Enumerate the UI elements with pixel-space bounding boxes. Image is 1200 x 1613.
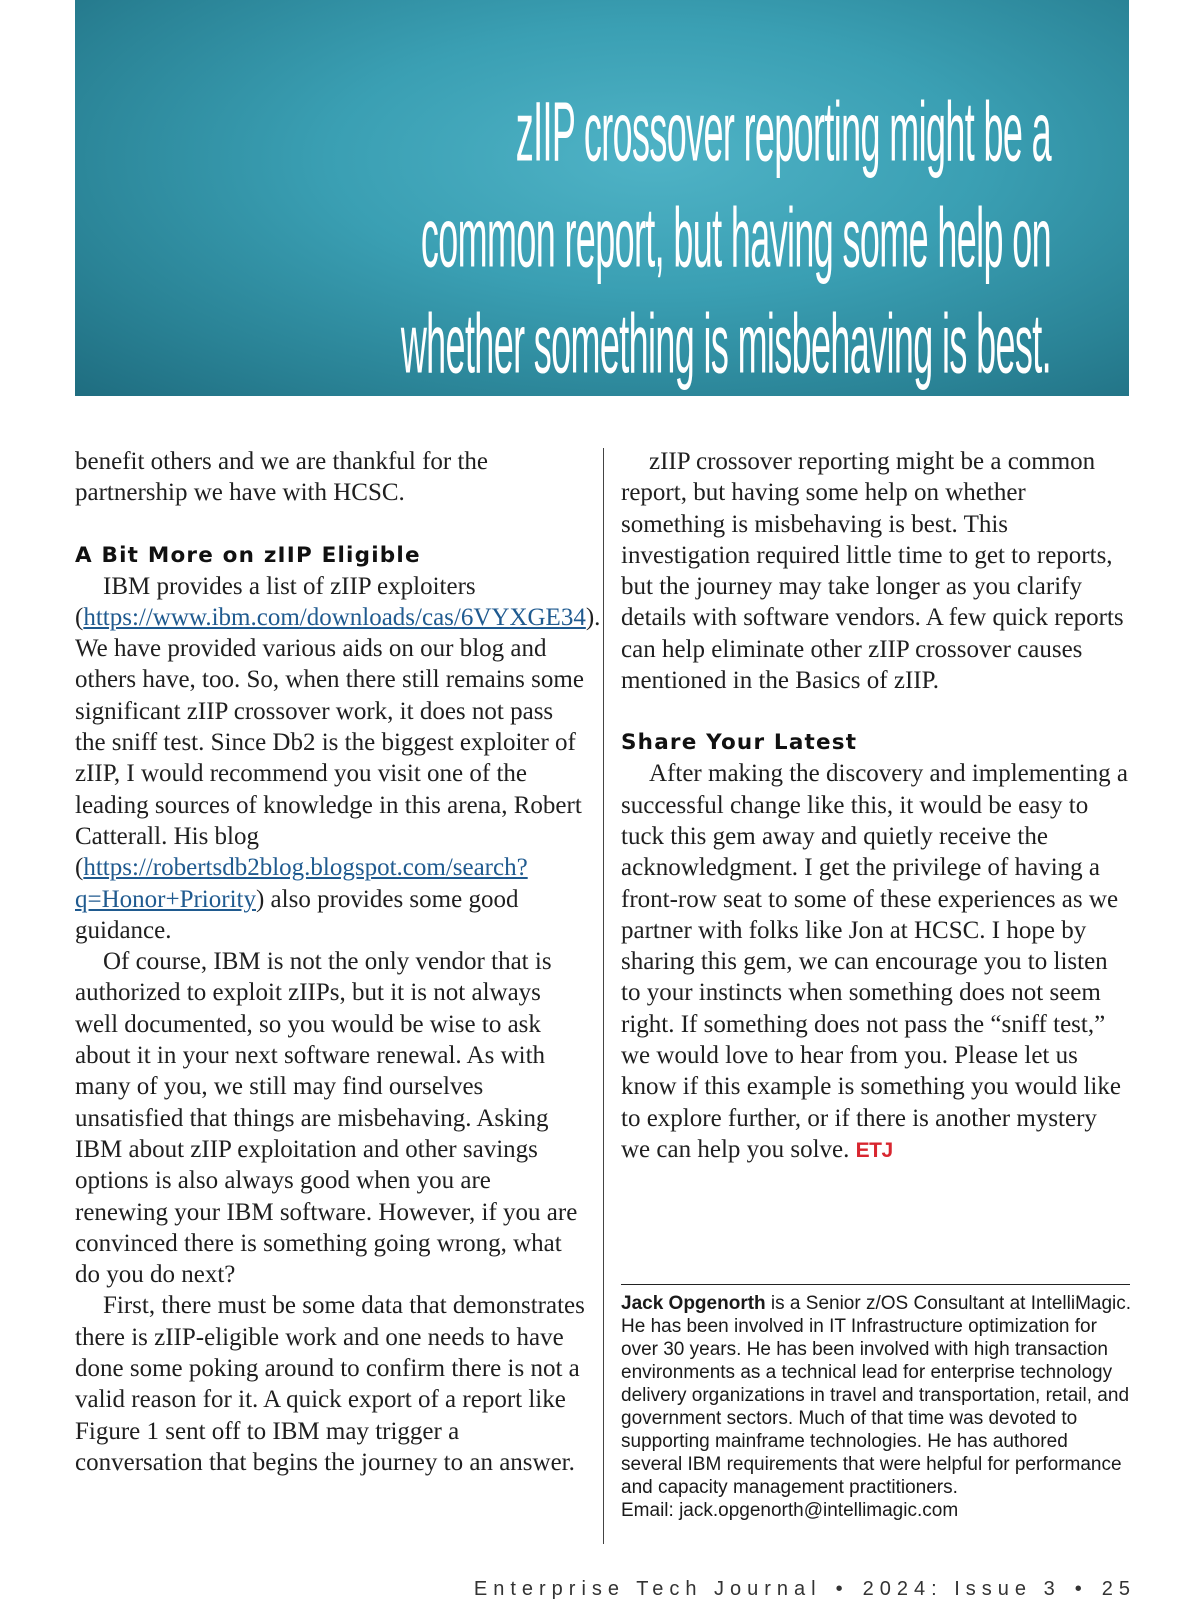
etj-end-mark: ETJ <box>855 1138 893 1162</box>
text-run: ). We have provided various aids on our blog and others have, too. So, when there still remains some significant zIIP crossover work, it does not pass the sniff test. Since Db2 is the biggest exploiter of zIIP, I would recommend you visit one of the leading sources of knowledge in this arena, Robert Catterall. His blog ( <box>75 603 601 882</box>
paragraph <box>75 571 601 947</box>
column-divider <box>603 448 604 1544</box>
page-footer <box>474 1578 1136 1601</box>
text-run: ) also provides some good guidance. <box>75 885 519 944</box>
bio-text: is a Senior z/OS Consultant at IntelliMagic. He has been involved in IT Infrastructure optimization for over 30 years. He has been involved with high transaction environments as a technical lead for enterprise technology delivery organizations in travel and transportation, retail, and government sectors. Much of that time was devoted to supporting mainframe technologies. He has authored several IBM requirements that were helpful for performance and capacity management practitioners. <box>621 1293 1132 1498</box>
author-bio <box>621 1292 1133 1522</box>
paragraph: benefit others and we are thankful for the partnership we have with HCSC. <box>75 448 489 507</box>
issue-label: 2024: Issue 3 <box>862 1578 1061 1600</box>
section-heading: A Bit More on zIIP Eligible <box>75 542 421 568</box>
right-column <box>621 446 1131 1166</box>
separator-dot: • <box>1074 1578 1088 1600</box>
author-name: Jack Opgenorth <box>621 1293 766 1314</box>
pull-quote <box>152 80 1051 398</box>
pull-quote-line: common report, but having some help on <box>420 191 1052 286</box>
ibm-downloads-link[interactable]: https://www.ibm.com/downloads/cas/6VYXGE34 <box>83 603 586 631</box>
bio-rule <box>621 1284 1130 1285</box>
paragraph: zIIP crossover reporting might be a common report, but having some help on whether something is misbehaving is best. This investigation required little time to get to reports, but the journey may take longer as you clarify details with software vendors. A few quick reports can help eliminate other zIIP crossover causes mentioned in the Basics of zIIP. <box>621 448 1124 695</box>
page-number: 25 <box>1101 1578 1136 1600</box>
author-email: Email: jack.opgenorth@intellimagic.com <box>621 1500 959 1521</box>
text-run: IBM provides a list of zIIP exploiters ( <box>75 572 476 631</box>
robertsdb2blog-link[interactable]: https://robertsdb2blog.blogspot.com/search?q=Honor+Priority <box>75 854 528 913</box>
pull-quote-banner <box>75 0 1129 396</box>
pull-quote-line: zIIP crossover reporting might be a <box>515 85 1051 180</box>
separator-dot: • <box>835 1578 849 1600</box>
paragraph: First, there must be some data that demonstrates there is zIIP-eligible work and one needs to have done some poking around to confirm there is not a valid reason for it. A quick export of a report like Figure 1 sent off to IBM may trigger a conversation that begins the journey to an answer. <box>75 1292 585 1476</box>
pull-quote-line: whether something is misbehaving is best. <box>400 297 1051 392</box>
left-column <box>75 446 601 1478</box>
paragraph: Of course, IBM is not the only vendor that is authorized to exploit zIIPs, but it is not always well documented, so you would be wise to ask about it in your next software renewal. As with many of you, we still may find ourselves unsatisfied that things are misbehaving. Asking IBM about zIIP exploitation and other savings options is also always good when you are renewing your IBM software. However, if you are convinced there is something going wrong, what do you do next? <box>75 948 578 1289</box>
text-run: After making the discovery and implementing a successful change like this, it would be easy to tuck this gem away and quietly receive the acknowledgment. I get the privilege of having a front-row seat to some of these experiences as we partner with folks like Jon at HCSC. I hope by sharing this gem, we can encourage you to listen to your instincts when something does not seem right. If something does not pass the “sniff test,” we would love to hear from you. Please let us know if this example is something you would like to explore further, or if there is another mystery we can help you solve. <box>621 760 1129 1163</box>
paragraph <box>621 758 1131 1166</box>
section-heading: Share Your Latest <box>621 730 858 756</box>
publication-name: Enterprise Tech Journal <box>473 1578 822 1600</box>
